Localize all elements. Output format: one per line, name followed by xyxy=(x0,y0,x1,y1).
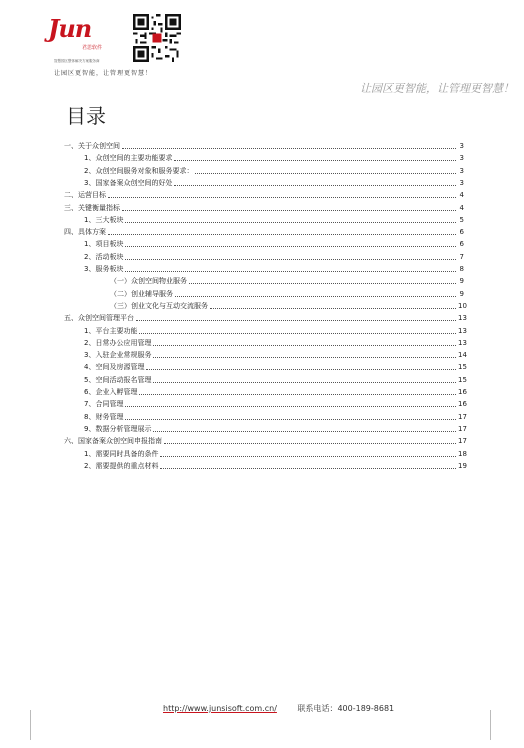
toc-entry[interactable] xyxy=(64,324,467,336)
toc-leader-dots xyxy=(189,282,456,284)
toc-leader-dots xyxy=(122,147,456,149)
toc-entry-page: 17 xyxy=(458,424,467,433)
toc-entry[interactable] xyxy=(64,336,467,348)
toc-entry-page: 14 xyxy=(458,351,467,360)
toc-leader-dots xyxy=(164,442,456,444)
toc-entry-label: 3、国家备案众创空间的好处 xyxy=(84,178,173,187)
toc-entry-label: 3、入驻企业常规服务 xyxy=(84,351,152,360)
toc-leader-dots xyxy=(125,270,456,272)
toc-entry[interactable] xyxy=(64,188,464,200)
toc-entry-label: 2、众创空间服务对象和服务要求： xyxy=(84,166,194,175)
toc-entry-label: 六、国家备案众创空间申报指南 xyxy=(64,437,162,446)
toc-entry[interactable] xyxy=(64,213,464,225)
toc-entry-page: 6 xyxy=(459,228,464,237)
toc-entry-label: 1、三大板块 xyxy=(84,215,124,224)
toc-entry[interactable] xyxy=(64,373,467,385)
toc-entry-label: 二、运营目标 xyxy=(64,191,106,200)
toc-entry-label: 四、具体方案 xyxy=(64,228,106,237)
toc-entry-label: 4、空间及房源管理 xyxy=(84,363,145,372)
toc-entry-page: 5 xyxy=(459,215,464,224)
toc-leader-dots xyxy=(146,368,456,370)
toc-entry[interactable] xyxy=(64,250,464,262)
toc-entry-page: 3 xyxy=(459,178,464,187)
toc-entry-label: 1、众创空间的主要功能要求 xyxy=(84,154,173,163)
toc-entry-label: 一、关于众创空间 xyxy=(64,142,120,150)
toc-leader-dots xyxy=(153,356,456,358)
toc-entry[interactable] xyxy=(64,299,467,311)
toc-entry-page: 13 xyxy=(458,338,467,347)
toc-entry-page: 4 xyxy=(459,191,464,200)
toc-entry-label: 1、需要同时具备的条件 xyxy=(84,449,159,458)
toc-entry[interactable] xyxy=(64,447,467,459)
toc-leader-dots xyxy=(139,393,456,395)
toc-entry-page: 17 xyxy=(458,437,467,446)
toc-leader-dots xyxy=(153,344,456,346)
toc-leader-dots xyxy=(153,430,456,432)
toc-entry[interactable] xyxy=(64,237,464,249)
page-footer xyxy=(163,703,394,714)
toc-entry-label: 三、关键衡量指标 xyxy=(64,203,120,212)
toc-entry-label: 五、众创空间管理平台 xyxy=(64,314,134,323)
toc-entry-page: 3 xyxy=(459,154,464,163)
toc-entry[interactable] xyxy=(64,434,467,446)
toc-leader-dots xyxy=(160,467,456,469)
toc-entry-page: 16 xyxy=(458,400,467,409)
toc-entry[interactable] xyxy=(64,262,464,274)
toc-entry-label: 3、服务板块 xyxy=(84,265,124,273)
toc-leader-dots xyxy=(175,295,456,297)
toc-leader-dots xyxy=(125,221,456,223)
toc-entry[interactable] xyxy=(64,225,464,237)
toc-entry[interactable] xyxy=(64,410,467,422)
toc-entry-page: 3 xyxy=(459,166,464,175)
page-corner-mark xyxy=(490,710,491,740)
toc-entry[interactable] xyxy=(64,274,464,286)
toc-entry-page: 6 xyxy=(459,240,464,249)
toc-leader-dots xyxy=(153,381,456,383)
toc-entry[interactable] xyxy=(64,287,464,299)
toc-leader-dots xyxy=(160,455,456,457)
toc-entry-label: 7、合同管理 xyxy=(84,400,124,409)
toc-leader-dots xyxy=(125,418,456,420)
toc-entry-label: 6、企业入孵管理 xyxy=(84,388,138,396)
toc-entry[interactable] xyxy=(64,164,464,176)
toc-entry-page: 7 xyxy=(459,252,464,261)
toc-entry[interactable] xyxy=(64,360,467,372)
qr-code-icon xyxy=(133,14,181,62)
toc-entry-page: 4 xyxy=(459,203,464,212)
header-slogan-right: 让园区更智能，让管理更智慧！ xyxy=(360,82,514,95)
toc-leader-dots xyxy=(122,209,456,211)
toc-entry-page: 3 xyxy=(459,142,464,150)
toc-leader-dots xyxy=(174,184,456,186)
toc-entry-page: 9 xyxy=(459,289,464,298)
toc-entry-page: 16 xyxy=(458,388,467,396)
toc-entry-label: 8、财务管理 xyxy=(84,412,124,421)
toc-leader-dots xyxy=(125,405,456,407)
footer-url-link[interactable]: http://www.junsisoft.com.cn/ xyxy=(163,704,277,713)
toc-entry-label: 2、需要提供的重点材料 xyxy=(84,461,159,470)
logo-wordmark: Jun xyxy=(48,14,92,43)
toc-entry-page: 13 xyxy=(458,314,467,323)
toc-entry-page: 15 xyxy=(458,375,467,384)
toc-entry[interactable] xyxy=(64,385,467,397)
toc-leader-dots xyxy=(195,172,456,174)
toc-entry[interactable] xyxy=(64,422,467,434)
header-slogan: 让园区更智能，让管理更智慧！ xyxy=(54,70,153,77)
toc-entry-label: 9、数据分析管理展示 xyxy=(84,424,152,433)
toc-entry[interactable] xyxy=(64,397,467,409)
toc-entry[interactable] xyxy=(64,201,464,213)
page-title: 目录 xyxy=(66,104,106,128)
toc-leader-dots xyxy=(125,245,456,247)
toc-entry-label: （三）创业文化与互动交流服务 xyxy=(110,301,208,310)
toc-leader-dots xyxy=(210,307,456,309)
logo-tagline: 智慧园区整体解决方案服务商 xyxy=(54,59,100,63)
company-logo xyxy=(48,14,130,66)
toc-entry-page: 10 xyxy=(458,301,467,310)
toc-entry-page: 17 xyxy=(458,412,467,421)
toc-entry[interactable] xyxy=(64,459,467,471)
toc-entry-label: 5、空间活动报名管理 xyxy=(84,375,152,384)
toc-entry-page: 8 xyxy=(459,265,464,273)
toc-entry-page: 15 xyxy=(458,363,467,372)
toc-entry-label: （一）众创空间物业服务 xyxy=(110,277,187,286)
toc-entry[interactable] xyxy=(64,139,464,151)
toc-entry-label: 2、日常办公应用管理 xyxy=(84,338,152,347)
page-corner-mark xyxy=(30,710,31,740)
toc-entry-label: 1、项目板块 xyxy=(84,240,124,249)
toc-entry-page: 13 xyxy=(458,326,467,335)
toc-leader-dots xyxy=(125,258,456,260)
toc-entry-page: 19 xyxy=(458,461,467,470)
toc-entry-page: 9 xyxy=(459,277,464,286)
toc-entry[interactable] xyxy=(64,348,467,360)
logo-subtitle: 君思软件 xyxy=(82,45,103,51)
toc-entry[interactable] xyxy=(64,151,464,163)
toc-leader-dots xyxy=(108,196,456,198)
toc-entry-label: 1、平台主要功能 xyxy=(84,326,138,335)
toc-entry-label: （二）创业辅导服务 xyxy=(110,289,173,298)
toc-leader-dots xyxy=(108,233,456,235)
toc-entry[interactable] xyxy=(64,176,464,188)
toc-leader-dots xyxy=(139,332,456,334)
toc-entry-page: 18 xyxy=(458,449,467,458)
toc-entry[interactable] xyxy=(64,311,467,323)
toc-entry-label: 2、活动板块 xyxy=(84,252,124,261)
toc-leader-dots xyxy=(174,159,456,161)
footer-phone: 联系电话：400-189-8681 xyxy=(297,704,395,713)
toc-leader-dots xyxy=(136,319,456,321)
